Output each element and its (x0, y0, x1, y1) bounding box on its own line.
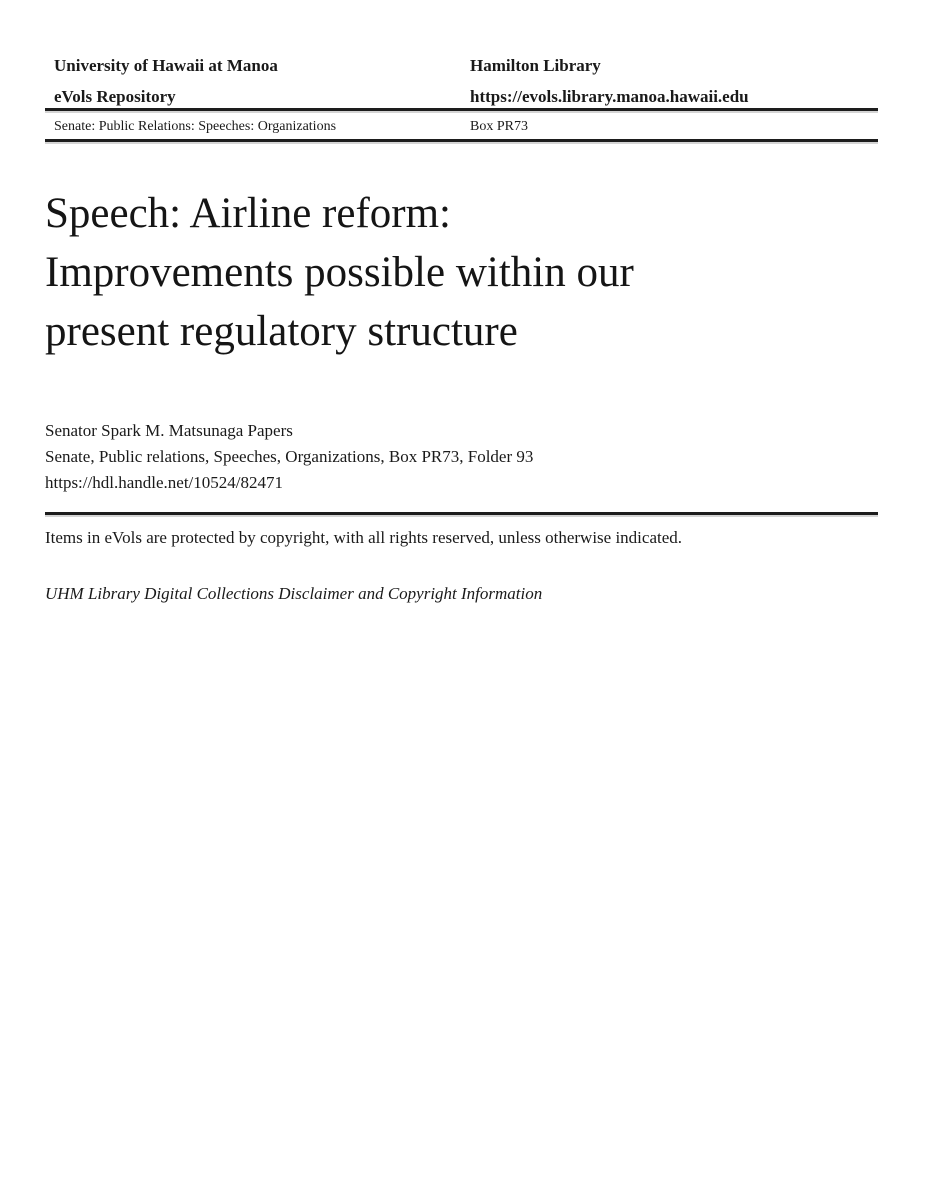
repository-name: eVols Repository (54, 87, 176, 106)
header-divider-bottom (45, 139, 878, 142)
metadata-block (45, 418, 533, 496)
institution-name: University of Hawaii at Manoa (54, 56, 278, 75)
collection-location: Senate, Public relations, Speeches, Organizations, Box PR73, Folder 93 (45, 447, 534, 466)
document-title (45, 184, 785, 361)
header-divider-top (45, 108, 878, 111)
rights-statement: Items in eVols are protected by copyright, with all rights reserved, unless otherwise indicated. (45, 528, 683, 547)
document-title-line-1: Speech: Airline reform: (45, 190, 451, 237)
collection-name: Senator Spark M. Matsunaga Papers (45, 421, 293, 440)
box-label: Box PR73 (470, 119, 528, 134)
document-title-line-3: present regulatory structure (45, 308, 518, 355)
document-title-line-2: Improvements possible within our (45, 249, 634, 296)
disclaimer-link[interactable]: UHM Library Digital Collections Disclaimer and Copyright Information (45, 584, 543, 603)
handle-url-link[interactable]: https://hdl.handle.net/10524/82471 (45, 473, 283, 492)
library-name: Hamilton Library (470, 56, 601, 75)
footer-divider (45, 512, 878, 515)
repository-url-link[interactable]: https://evols.library.manoa.hawaii.edu (470, 87, 749, 106)
collection-path: Senate: Public Relations: Speeches: Organizations (54, 119, 337, 134)
